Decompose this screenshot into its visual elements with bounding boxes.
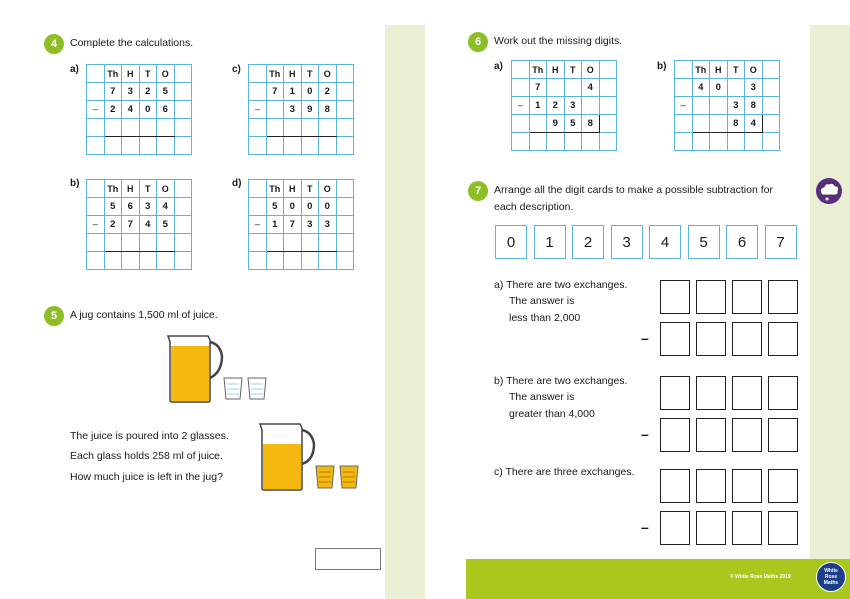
- answer-digit-box[interactable]: [768, 418, 798, 452]
- grid-row: [87, 216, 192, 234]
- grid-cell: 4: [157, 198, 175, 216]
- grid-cell: 2: [547, 97, 565, 115]
- grid-header-cell: O: [157, 65, 175, 83]
- grid-cell[interactable]: [104, 119, 122, 137]
- grid-cell: 4: [582, 79, 600, 97]
- grid-cell[interactable]: [727, 79, 745, 97]
- grid-cell[interactable]: [547, 79, 565, 97]
- grid-header-cell: O: [745, 61, 763, 79]
- grid-cell[interactable]: [692, 97, 710, 115]
- q5-line-3: How much juice is left in the jug?: [70, 471, 223, 483]
- grid-row: [249, 252, 354, 270]
- grid-cell[interactable]: [710, 97, 728, 115]
- grid-4d: [248, 179, 354, 270]
- grid-header-cell: H: [122, 65, 140, 83]
- part-6a-label: a): [494, 61, 503, 72]
- grid-row: [87, 180, 192, 198]
- grid-cell[interactable]: [547, 133, 565, 151]
- grid-cell[interactable]: [599, 97, 617, 115]
- grid-cell[interactable]: [319, 252, 337, 270]
- grid-cell[interactable]: [174, 101, 192, 119]
- grid-cell: 3: [122, 83, 140, 101]
- part-a-label: a): [70, 64, 79, 75]
- grid-row: [249, 137, 354, 155]
- grid-header-cell: T: [139, 180, 157, 198]
- grid-header-cell: T: [727, 61, 745, 79]
- grid-cell[interactable]: [266, 119, 284, 137]
- grid-header-cell: O: [582, 61, 600, 79]
- answer-digit-box[interactable]: [732, 469, 762, 503]
- grid-cell[interactable]: [336, 216, 354, 234]
- grid-cell: 0: [139, 101, 157, 119]
- grid-cell[interactable]: [599, 79, 617, 97]
- grid-cell[interactable]: [301, 119, 319, 137]
- grid-cell[interactable]: [675, 79, 693, 97]
- digit-card[interactable]: 3: [611, 225, 643, 259]
- grid-cell: –: [249, 101, 267, 119]
- grid-header-cell: [87, 65, 105, 83]
- grid-cell[interactable]: [87, 252, 105, 270]
- grid-cell: 7: [104, 83, 122, 101]
- grid-cell[interactable]: [582, 97, 600, 115]
- answer-digit-box[interactable]: [660, 469, 690, 503]
- grid-row: [249, 83, 354, 101]
- grid-cell[interactable]: [301, 252, 319, 270]
- grid-cell: –: [675, 97, 693, 115]
- grid-cell: 1: [284, 83, 302, 101]
- grid-cell[interactable]: [582, 133, 600, 151]
- grid-cell[interactable]: [174, 137, 192, 155]
- grid-cell: 8: [745, 97, 763, 115]
- grid-cell[interactable]: [319, 137, 337, 155]
- grid-header-cell: [336, 180, 354, 198]
- grid-row: [675, 115, 780, 133]
- grid-cell[interactable]: [336, 198, 354, 216]
- answer-digit-box[interactable]: [696, 418, 726, 452]
- grid-header-cell: T: [301, 65, 319, 83]
- grid-header-cell: [512, 61, 530, 79]
- grid-cell[interactable]: [139, 252, 157, 270]
- left-page-strip: [385, 25, 425, 599]
- grid-cell[interactable]: [87, 119, 105, 137]
- grid-cell[interactable]: [104, 252, 122, 270]
- grid-cell: 2: [319, 83, 337, 101]
- grid-cell: 5: [157, 83, 175, 101]
- digit-card[interactable]: 1: [534, 225, 566, 259]
- right-page-strip: [810, 25, 850, 559]
- grid-cell: 8: [727, 115, 745, 133]
- grid-cell: 3: [284, 101, 302, 119]
- grid-cell[interactable]: [301, 234, 319, 252]
- grid-cell: 5: [157, 216, 175, 234]
- grid-cell: 4: [122, 101, 140, 119]
- grid-row: [249, 65, 354, 83]
- grid-row: [249, 198, 354, 216]
- grid-header-cell: T: [139, 65, 157, 83]
- grid-row: [87, 65, 192, 83]
- grid-cell: 1: [266, 216, 284, 234]
- question-5-text: A jug contains 1,500 ml of juice.: [70, 309, 218, 321]
- grid-row: [249, 180, 354, 198]
- grid-cell: 4: [139, 216, 157, 234]
- answer-digit-box[interactable]: [696, 376, 726, 410]
- grid-cell: 0: [319, 198, 337, 216]
- q7b-line-2: The answer is: [509, 391, 575, 403]
- grid-cell[interactable]: [599, 133, 617, 151]
- grid-cell: 7: [266, 83, 284, 101]
- q7a-line-3: less than 2,000: [509, 312, 581, 324]
- grid-row: [249, 101, 354, 119]
- logo-line-2: Rose: [824, 574, 838, 580]
- grid-cell: 3: [301, 216, 319, 234]
- digit-card[interactable]: 6: [726, 225, 758, 259]
- question-7-text-1: Arrange all the digit cards to make a possible subtraction for: [494, 184, 773, 196]
- answer-digit-box[interactable]: [696, 511, 726, 545]
- grid-cell[interactable]: [336, 101, 354, 119]
- question-6-number: 6: [468, 32, 488, 52]
- grid-header-cell: Th: [266, 180, 284, 198]
- part-d-label: d): [232, 178, 242, 189]
- grid-cell: –: [512, 97, 530, 115]
- grid-row: [87, 101, 192, 119]
- grid-cell[interactable]: [512, 79, 530, 97]
- grid-cell: 3: [319, 216, 337, 234]
- grid-cell[interactable]: [336, 234, 354, 252]
- grid-cell[interactable]: [336, 119, 354, 137]
- question-7-text-2: each description.: [494, 201, 574, 213]
- grid-cell[interactable]: [104, 234, 122, 252]
- grid-cell[interactable]: [762, 133, 780, 151]
- q7b-line-3: greater than 4,000: [509, 408, 595, 420]
- grid-cell[interactable]: [336, 137, 354, 155]
- q7a-line-2: The answer is: [509, 295, 575, 307]
- grid-cell: 2: [104, 216, 122, 234]
- copyright-text: © White Rose Maths 2019: [730, 574, 791, 580]
- grid-cell[interactable]: [336, 252, 354, 270]
- grid-header-cell: O: [319, 180, 337, 198]
- grid-cell: 6: [157, 101, 175, 119]
- grid-cell: 3: [139, 198, 157, 216]
- grid-6a: [511, 60, 617, 151]
- grid-cell[interactable]: [675, 115, 693, 133]
- grid-cell[interactable]: [319, 119, 337, 137]
- grid-cell: 0: [301, 83, 319, 101]
- grid-row: [675, 133, 780, 151]
- digit-card[interactable]: 4: [649, 225, 681, 259]
- grid-cell[interactable]: [174, 83, 192, 101]
- grid-cell[interactable]: [284, 252, 302, 270]
- grid-row: [675, 61, 780, 79]
- answer-digit-box[interactable]: [660, 280, 690, 314]
- grid-row: [512, 115, 617, 133]
- grid-header-cell: [87, 180, 105, 198]
- grid-row: [512, 97, 617, 115]
- grid-6b: [674, 60, 780, 151]
- answer-digit-box[interactable]: [696, 322, 726, 356]
- answer-digit-box[interactable]: [696, 280, 726, 314]
- grid-cell: 4: [692, 79, 710, 97]
- grid-header-cell: Th: [266, 65, 284, 83]
- grid-cell[interactable]: [512, 133, 530, 151]
- grid-cell[interactable]: [710, 115, 728, 133]
- grid-cell[interactable]: [249, 252, 267, 270]
- grid-cell[interactable]: [157, 119, 175, 137]
- logo-line-3: Maths: [823, 580, 839, 586]
- grid-cell[interactable]: [174, 234, 192, 252]
- grid-cell[interactable]: [692, 133, 710, 151]
- grid-cell[interactable]: [266, 137, 284, 155]
- grid-header-cell: Th: [529, 61, 547, 79]
- grid-cell[interactable]: [87, 137, 105, 155]
- grid-cell[interactable]: [762, 97, 780, 115]
- part-b-label: b): [70, 178, 80, 189]
- grid-row: [249, 216, 354, 234]
- grid-header-cell: [762, 61, 780, 79]
- grid-cell[interactable]: [319, 234, 337, 252]
- grid-cell: –: [87, 101, 105, 119]
- grid-cell: 3: [727, 97, 745, 115]
- grid-header-cell: Th: [104, 65, 122, 83]
- grid-header-cell: [174, 65, 192, 83]
- grid-cell: 0: [301, 198, 319, 216]
- grid-row: [675, 79, 780, 97]
- q5-answer-box[interactable]: [315, 548, 381, 570]
- answer-digit-box[interactable]: [732, 322, 762, 356]
- grid-cell[interactable]: [745, 133, 763, 151]
- question-6-text: Work out the missing digits.: [494, 35, 623, 47]
- logo-line-1: White: [824, 568, 838, 574]
- answer-digit-box[interactable]: [768, 469, 798, 503]
- grid-cell[interactable]: [512, 115, 530, 133]
- answer-digit-box[interactable]: [660, 322, 690, 356]
- grid-row: [249, 234, 354, 252]
- grid-cell[interactable]: [249, 137, 267, 155]
- grid-header-cell: H: [547, 61, 565, 79]
- grid-cell: 1: [529, 97, 547, 115]
- grid-row: [87, 252, 192, 270]
- grid-4a: [86, 64, 192, 155]
- grid-cell[interactable]: [336, 83, 354, 101]
- digit-card[interactable]: 0: [495, 225, 527, 259]
- q7a-line-1: a) There are two exchanges.: [494, 279, 628, 291]
- footer-bar: [466, 559, 850, 599]
- answer-digit-box[interactable]: [732, 511, 762, 545]
- grid-cell: –: [249, 216, 267, 234]
- grid-row: [512, 133, 617, 151]
- answer-digit-box[interactable]: [660, 376, 690, 410]
- grid-row: [512, 61, 617, 79]
- grid-cell[interactable]: [249, 83, 267, 101]
- grid-cell[interactable]: [564, 133, 582, 151]
- answer-digit-box[interactable]: [768, 511, 798, 545]
- grid-cell[interactable]: [174, 119, 192, 137]
- grid-header-cell: [336, 65, 354, 83]
- grid-row: [87, 234, 192, 252]
- grid-cell: 7: [122, 216, 140, 234]
- grid-header-cell: O: [319, 65, 337, 83]
- minus-sign: –: [641, 426, 649, 442]
- grid-cell[interactable]: [139, 119, 157, 137]
- grid-cell[interactable]: [139, 234, 157, 252]
- grid-cell: 9: [547, 115, 565, 133]
- grid-cell[interactable]: [301, 137, 319, 155]
- grid-row: [512, 79, 617, 97]
- grid-4c: [248, 64, 354, 155]
- grid-cell[interactable]: [157, 234, 175, 252]
- grid-header-cell: [675, 61, 693, 79]
- grid-cell[interactable]: [139, 137, 157, 155]
- grid-cell[interactable]: [122, 234, 140, 252]
- grid-row: [249, 119, 354, 137]
- grid-cell[interactable]: [284, 119, 302, 137]
- grid-cell: 6: [122, 198, 140, 216]
- grid-row: [87, 119, 192, 137]
- grid-cell[interactable]: [692, 115, 710, 133]
- grid-cell[interactable]: [87, 83, 105, 101]
- answer-digit-box[interactable]: [660, 418, 690, 452]
- grid-cell[interactable]: [727, 133, 745, 151]
- part-c-label: c): [232, 64, 241, 75]
- answer-digit-box[interactable]: [768, 280, 798, 314]
- answer-digit-box[interactable]: [768, 322, 798, 356]
- grid-cell: 3: [745, 79, 763, 97]
- grid-header-cell: [174, 180, 192, 198]
- grid-cell[interactable]: [266, 252, 284, 270]
- grid-cell[interactable]: [284, 137, 302, 155]
- grid-cell: 7: [284, 216, 302, 234]
- grid-header-cell: T: [564, 61, 582, 79]
- grid-header-cell: T: [301, 180, 319, 198]
- thinking-cloud-icon: [813, 176, 845, 206]
- q5-line-1: The juice is poured into 2 glasses.: [70, 430, 229, 442]
- grid-cell[interactable]: [249, 198, 267, 216]
- grid-row: [87, 198, 192, 216]
- grid-cell[interactable]: [104, 137, 122, 155]
- grid-cell: 2: [139, 83, 157, 101]
- jug-full-icon: [160, 332, 280, 404]
- grid-cell: 7: [529, 79, 547, 97]
- answer-digit-box[interactable]: [660, 511, 690, 545]
- grid-cell: 8: [582, 115, 600, 133]
- grid-cell: 3: [564, 97, 582, 115]
- answer-digit-box[interactable]: [732, 418, 762, 452]
- question-4-number: 4: [44, 34, 64, 54]
- grid-cell[interactable]: [564, 79, 582, 97]
- grid-row: [87, 83, 192, 101]
- grid-row: [87, 137, 192, 155]
- grid-header-cell: [599, 61, 617, 79]
- grid-cell: 2: [104, 101, 122, 119]
- question-7-number: 7: [468, 181, 488, 201]
- grid-cell[interactable]: [529, 133, 547, 151]
- answer-digit-box[interactable]: [732, 376, 762, 410]
- grid-header-cell: Th: [692, 61, 710, 79]
- minus-sign: –: [641, 330, 649, 346]
- grid-cell: 8: [319, 101, 337, 119]
- digit-card[interactable]: 7: [765, 225, 797, 259]
- grid-cell[interactable]: [710, 133, 728, 151]
- digit-card[interactable]: 5: [688, 225, 720, 259]
- grid-cell[interactable]: [675, 133, 693, 151]
- question-4-text: Complete the calculations.: [70, 37, 194, 49]
- grid-4b: [86, 179, 192, 270]
- grid-cell[interactable]: [249, 119, 267, 137]
- grid-header-cell: H: [710, 61, 728, 79]
- q5-line-2: Each glass holds 258 ml of juice.: [70, 450, 223, 462]
- grid-cell[interactable]: [284, 234, 302, 252]
- grid-cell: 0: [284, 198, 302, 216]
- q7b-line-1: b) There are two exchanges.: [494, 375, 628, 387]
- white-rose-maths-logo: [816, 562, 846, 592]
- grid-cell[interactable]: [762, 79, 780, 97]
- minus-sign: –: [641, 519, 649, 535]
- grid-header-cell: Th: [104, 180, 122, 198]
- grid-cell[interactable]: [122, 252, 140, 270]
- grid-cell[interactable]: [249, 234, 267, 252]
- jug-poured-icon: [256, 422, 366, 492]
- grid-header-cell: O: [157, 180, 175, 198]
- grid-cell: 5: [266, 198, 284, 216]
- grid-header-cell: [249, 180, 267, 198]
- grid-cell: 0: [710, 79, 728, 97]
- grid-cell[interactable]: [157, 252, 175, 270]
- grid-cell[interactable]: [266, 101, 284, 119]
- grid-cell[interactable]: [529, 115, 547, 133]
- grid-cell[interactable]: [174, 198, 192, 216]
- answer-digit-box[interactable]: [768, 376, 798, 410]
- grid-header-cell: [249, 65, 267, 83]
- grid-cell[interactable]: [599, 115, 617, 133]
- grid-header-cell: H: [122, 180, 140, 198]
- grid-cell[interactable]: [266, 234, 284, 252]
- grid-cell[interactable]: [87, 234, 105, 252]
- grid-cell[interactable]: [87, 198, 105, 216]
- grid-cell[interactable]: [174, 252, 192, 270]
- answer-digit-box[interactable]: [732, 280, 762, 314]
- grid-cell: 5: [564, 115, 582, 133]
- question-5-number: 5: [44, 306, 64, 326]
- part-6b-label: b): [657, 61, 667, 72]
- grid-cell: 9: [301, 101, 319, 119]
- grid-header-cell: H: [284, 180, 302, 198]
- grid-header-cell: H: [284, 65, 302, 83]
- grid-cell: –: [87, 216, 105, 234]
- grid-cell[interactable]: [157, 137, 175, 155]
- answer-digit-box[interactable]: [696, 469, 726, 503]
- grid-cell[interactable]: [762, 115, 780, 133]
- digit-card[interactable]: 2: [572, 225, 604, 259]
- grid-cell[interactable]: [122, 119, 140, 137]
- grid-cell: 4: [745, 115, 763, 133]
- grid-cell: 5: [104, 198, 122, 216]
- q7c-line-1: c) There are three exchanges.: [494, 466, 635, 478]
- grid-cell[interactable]: [174, 216, 192, 234]
- grid-cell[interactable]: [122, 137, 140, 155]
- grid-row: [675, 97, 780, 115]
